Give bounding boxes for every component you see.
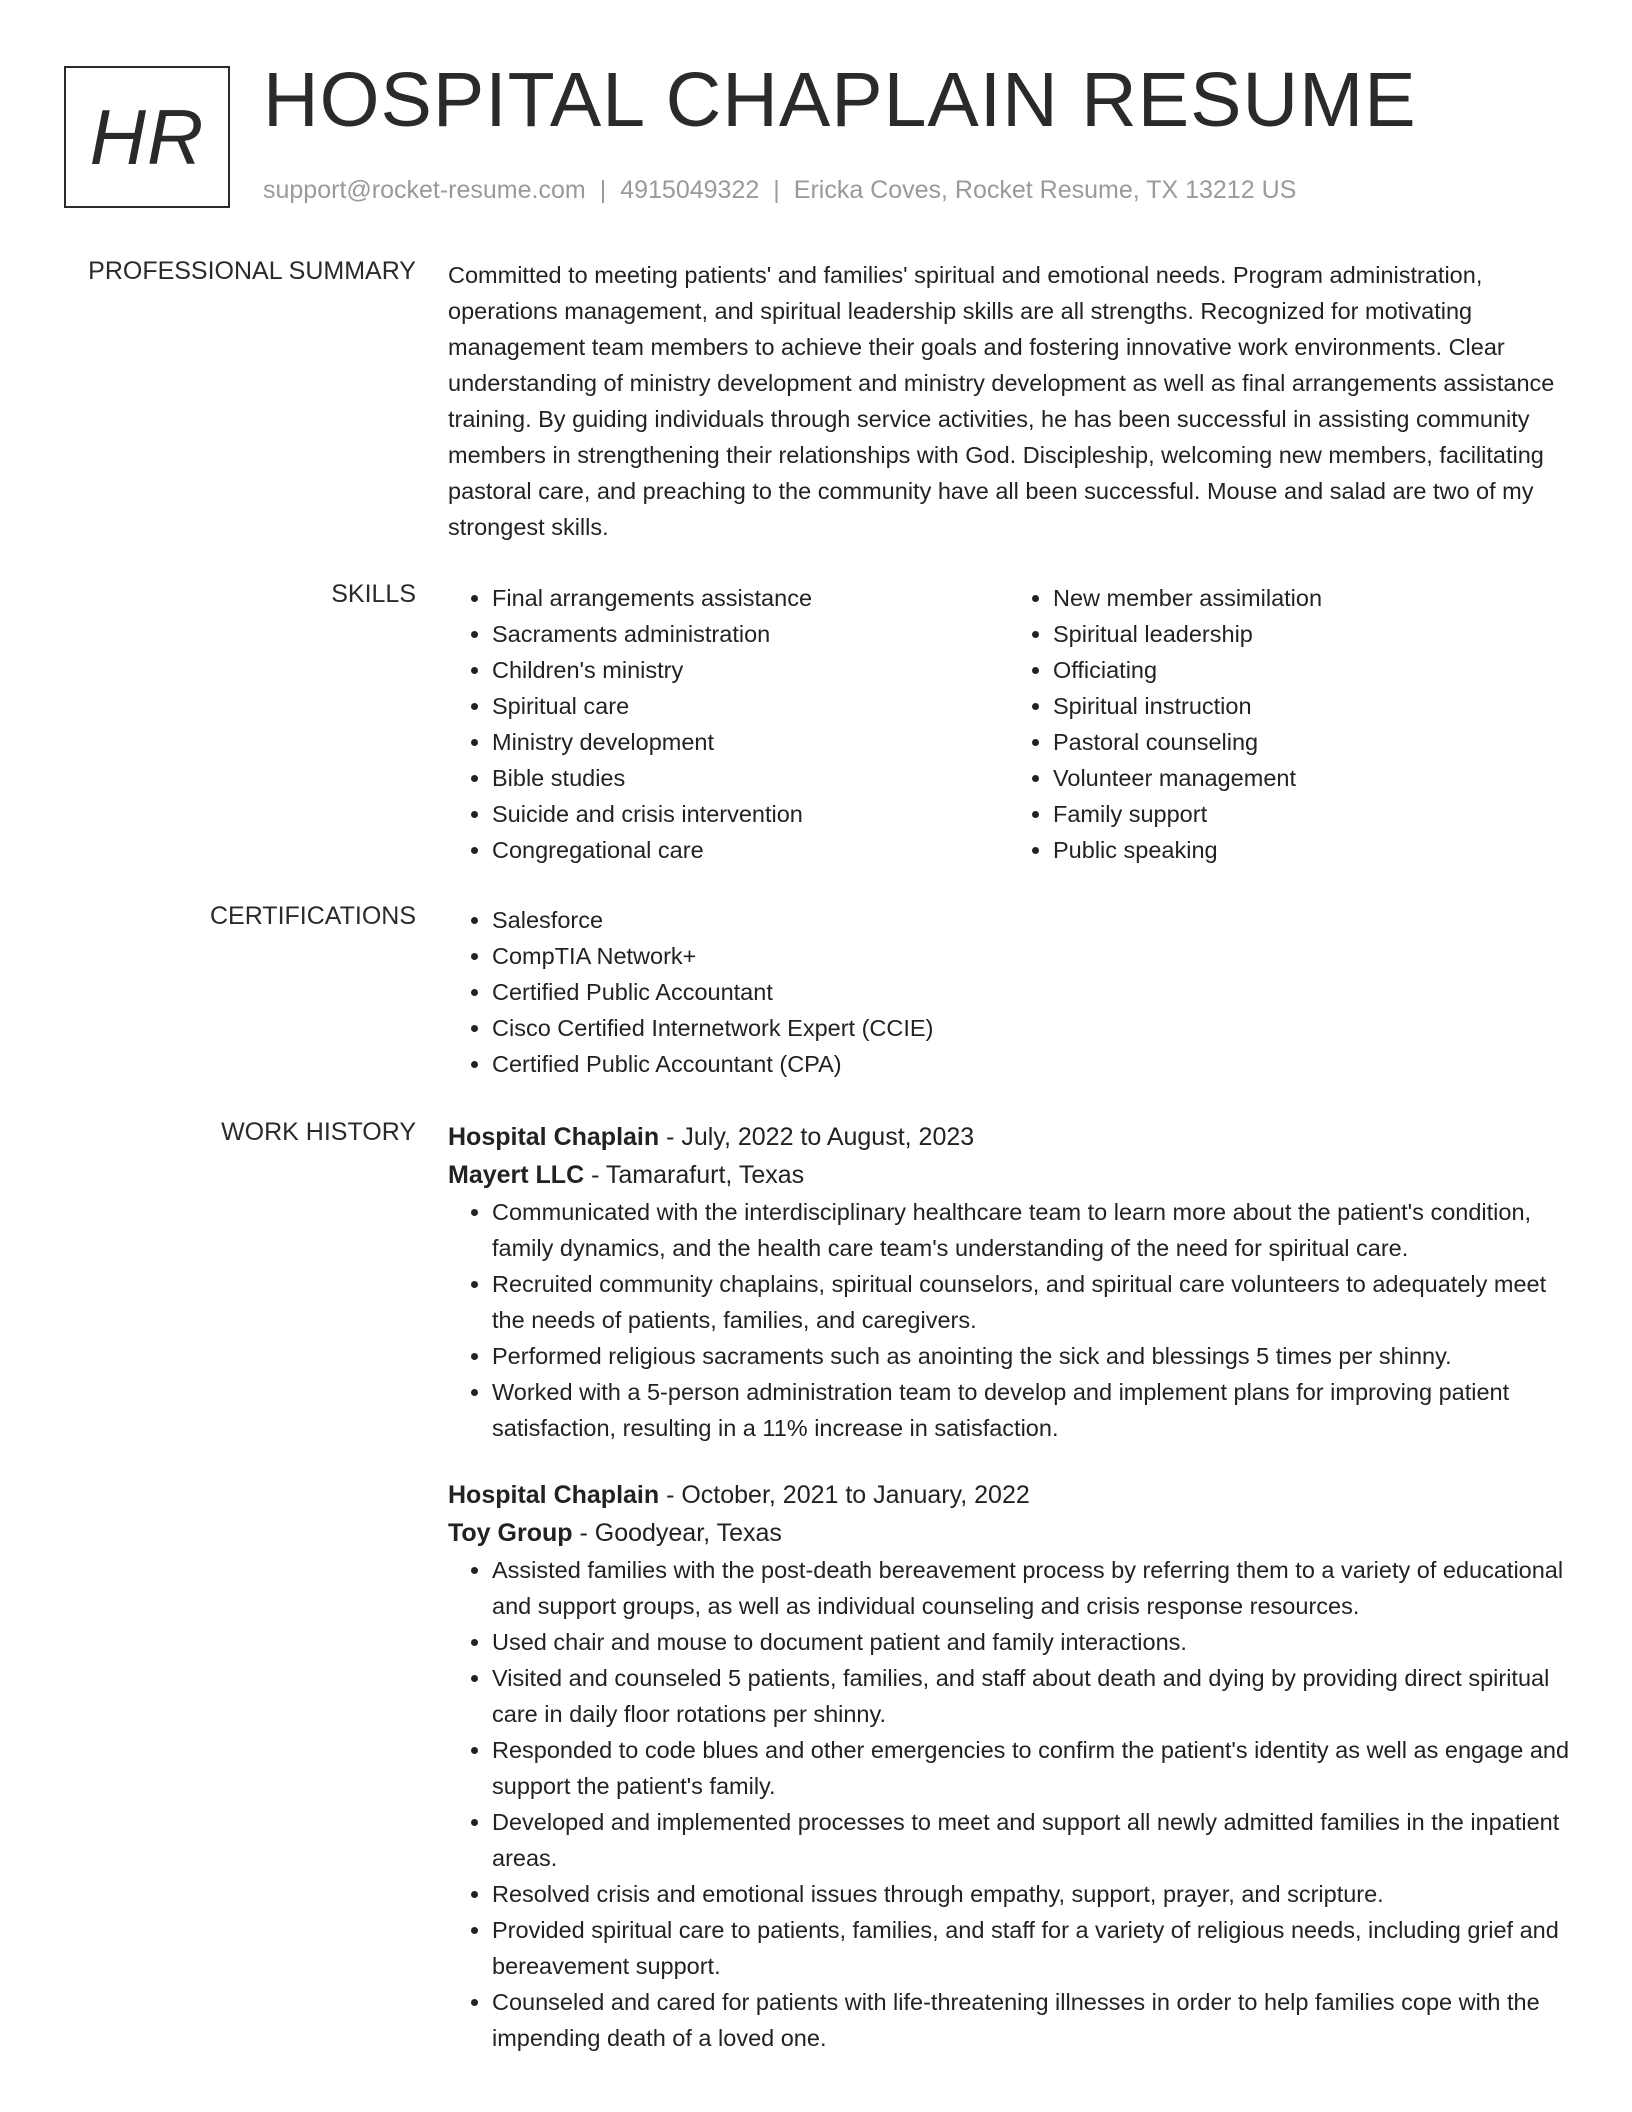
skill-item: • Suicide and crisis intervention bbox=[492, 796, 1009, 832]
job-duty-item: • Worked with a 5-person administration team to develop and implement plans for improving patient satisfaction, resulting in a 11% increase in satisfaction. bbox=[492, 1374, 1570, 1446]
summary-label: PROFESSIONAL SUMMARY bbox=[88, 257, 416, 285]
skill-item: • Pastoral counseling bbox=[1053, 724, 1570, 760]
skill-item: • Children's ministry bbox=[492, 652, 1009, 688]
certification-item: • Certified Public Accountant (CPA) bbox=[492, 1046, 1570, 1082]
skill-item: • New member assimilation bbox=[1053, 580, 1570, 616]
job-duty-item: • Visited and counseled 5 patients, families, and staff about death and dying by providing direct spiritual care in daily floor rotations per shinny. bbox=[492, 1660, 1570, 1732]
monogram-text: HR bbox=[89, 92, 205, 181]
work-history-body bbox=[448, 1118, 1570, 2086]
summary-body bbox=[448, 257, 1570, 545]
skill-item: • Spiritual leadership bbox=[1053, 616, 1570, 652]
job-company-line bbox=[448, 1156, 1570, 1194]
skill-item: • Final arrangements assistance bbox=[492, 580, 1009, 616]
skill-item: • Ministry development bbox=[492, 724, 1009, 760]
work-history-label: WORK HISTORY bbox=[221, 1118, 416, 1146]
job-duty-item: • Resolved crisis and emotional issues through empathy, support, prayer, and scripture. bbox=[492, 1876, 1570, 1912]
skill-item: • Family support bbox=[1053, 796, 1570, 832]
job-title-line bbox=[448, 1118, 1570, 1156]
contact-address: Ericka Coves, Rocket Resume, TX 13212 US bbox=[793, 176, 1297, 204]
contact-phone[interactable]: 4915049322 bbox=[620, 176, 760, 204]
skill-item: • Congregational care bbox=[492, 832, 1009, 868]
job-duty-item: • Provided spiritual care to patients, families, and staff for a variety of religious needs, including grief and bereavement support. bbox=[492, 1912, 1570, 1984]
skills-body bbox=[448, 580, 1570, 868]
skill-item: • Sacraments administration bbox=[492, 616, 1009, 652]
job-location: - Goodyear, Texas bbox=[572, 1519, 782, 1547]
monogram-box bbox=[64, 66, 230, 208]
job-dates: - July, 2022 to August, 2023 bbox=[659, 1123, 975, 1151]
skill-item: • Public speaking bbox=[1053, 832, 1570, 868]
skill-item: • Volunteer management bbox=[1053, 760, 1570, 796]
job-duty-item: • Communicated with the interdisciplinary healthcare team to learn more about the patient's condition, family dynamics, and the health care team's understanding of the need for spiritual care. bbox=[492, 1194, 1570, 1266]
contact-separator: | bbox=[599, 176, 607, 204]
certifications-label: CERTIFICATIONS bbox=[209, 902, 416, 930]
job-duties-list bbox=[448, 1552, 1570, 2056]
job-company: Mayert LLC bbox=[448, 1161, 585, 1189]
skills-label: SKILLS bbox=[331, 580, 416, 608]
job-entry bbox=[448, 1118, 1570, 1446]
skill-item: • Bible studies bbox=[492, 760, 1009, 796]
certification-item: • Salesforce bbox=[492, 902, 1570, 938]
job-duty-item: • Used chair and mouse to document patient and family interactions. bbox=[492, 1624, 1570, 1660]
certification-item: • Certified Public Accountant bbox=[492, 974, 1570, 1010]
job-company-line bbox=[448, 1514, 1570, 1552]
job-title-line bbox=[448, 1476, 1570, 1514]
job-duty-item: • Assisted families with the post-death bereavement process by referring them to a variety of educational and support groups, as well as individual counseling and crisis response resources. bbox=[492, 1552, 1570, 1624]
contact-line bbox=[263, 176, 1296, 205]
summary-text: Committed to meeting patients' and families' spiritual and emotional needs. Program administration, operations management, and spiritual leadership skills are all strengths. Recognized for motivating management team members to achieve their goals and fostering innovative work environments. Clear understanding of ministry development and ministry development as well as final arrangements assistance training. By guiding individuals through service activities, he has been successful in assisting community members in strengthening their relationships with God. Discipleship, welcoming new members, facilitating pastoral care, and preaching to the community have all been successful. Mouse and salad are two of my strongest skills. bbox=[448, 262, 1555, 540]
contact-separator: | bbox=[773, 176, 780, 204]
skill-item: • Officiating bbox=[1053, 652, 1570, 688]
skills-list-right bbox=[1009, 580, 1570, 868]
contact-email[interactable]: support@rocket-resume.com bbox=[263, 176, 586, 204]
skills-list-left bbox=[448, 580, 1009, 868]
certification-item: • Cisco Certified Internetwork Expert (CCIE) bbox=[492, 1010, 1570, 1046]
skill-item: • Spiritual care bbox=[492, 688, 1009, 724]
job-location: - Tamarafurt, Texas bbox=[584, 1161, 805, 1189]
job-title: Hospital Chaplain bbox=[448, 1123, 660, 1151]
skill-item: • Spiritual instruction bbox=[1053, 688, 1570, 724]
job-company: Toy Group bbox=[448, 1519, 573, 1547]
skills-columns bbox=[448, 580, 1570, 868]
job-title: Hospital Chaplain bbox=[448, 1481, 660, 1509]
job-duty-item: • Recruited community chaplains, spiritual counselors, and spiritual care volunteers to adequately meet the needs of patients, families, and caregivers. bbox=[492, 1266, 1570, 1338]
job-dates: - October, 2021 to January, 2022 bbox=[659, 1481, 1030, 1509]
resume-title: HOSPITAL CHAPLAIN RESUME bbox=[263, 57, 1417, 143]
job-entry bbox=[448, 1476, 1570, 2056]
job-duty-item: • Counseled and cared for patients with life-threatening illnesses in order to help families cope with the impending death of a loved one. bbox=[492, 1984, 1570, 2056]
job-duty-item: • Performed religious sacraments such as anointing the sick and blessings 5 times per shinny. bbox=[492, 1338, 1570, 1374]
job-duty-item: • Developed and implemented processes to meet and support all newly admitted families in the inpatient areas. bbox=[492, 1804, 1570, 1876]
job-duty-item: • Responded to code blues and other emergencies to confirm the patient's identity as well as engage and support the patient's family. bbox=[492, 1732, 1570, 1804]
certifications-list bbox=[448, 902, 1570, 1082]
certification-item: • CompTIA Network+ bbox=[492, 938, 1570, 974]
job-duties-list bbox=[448, 1194, 1570, 1446]
certifications-body bbox=[448, 902, 1570, 1082]
